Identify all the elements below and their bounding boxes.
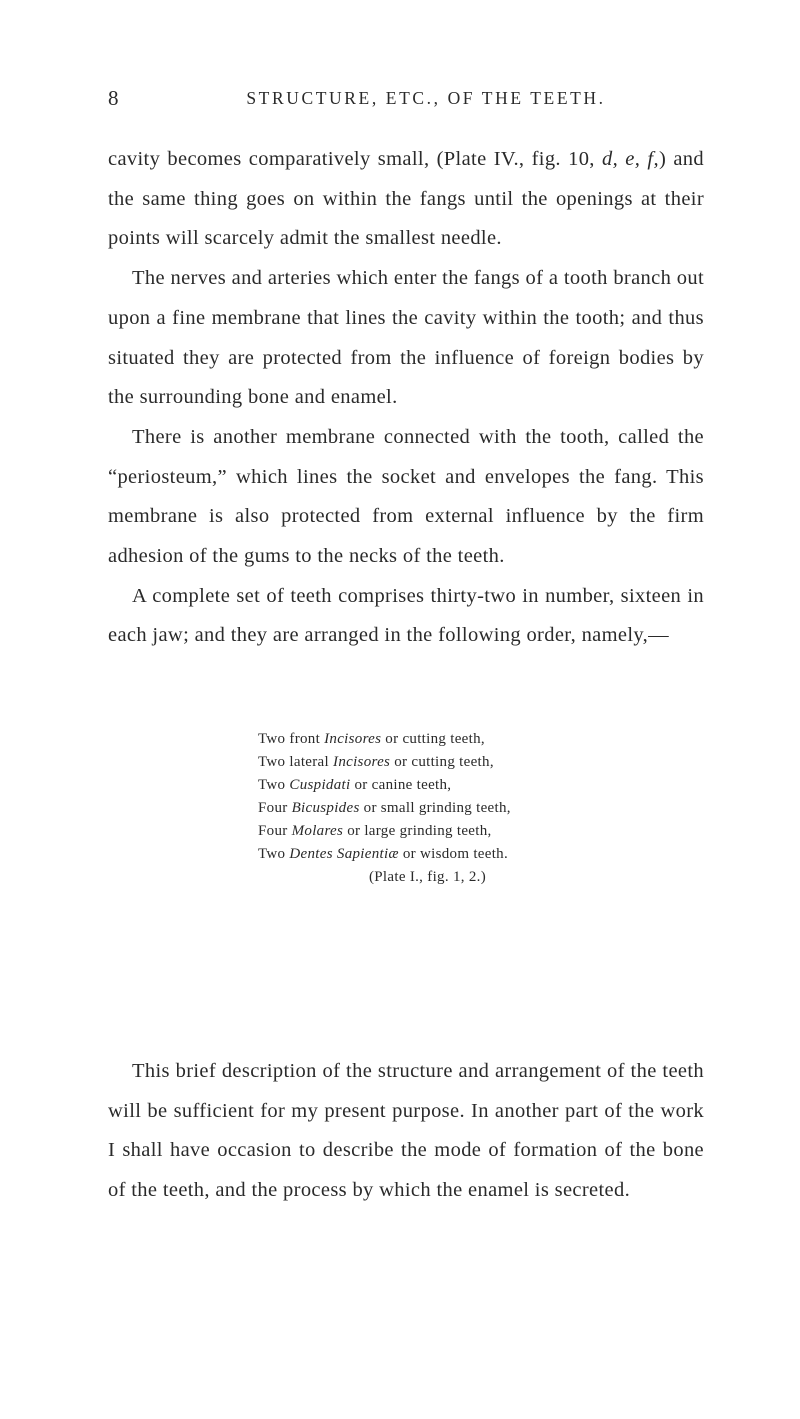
paragraph-periosteum (108, 418, 704, 577)
running-title: STRUCTURE, ETC., OF THE TEETH. (246, 88, 606, 108)
closing-text (108, 1052, 704, 1211)
list-item-term: Molares (291, 823, 344, 839)
list-item-term: Bicuspides (291, 800, 360, 816)
paragraph-periosteum-text: There is another membrane connected with the tooth, called the “periosteum,” which lines the socket and envelopes the fang. This membrane is also protected from external influence by the firm adhesion of the gums to the necks of the teeth. (108, 425, 704, 568)
list-item-suffix: or canine teeth, (350, 777, 452, 793)
page-number: 8 (108, 86, 119, 110)
paragraph-complete-set-text: A complete set of teeth comprises thirty-two in number, sixteen in each jaw; and they are arranged in the following order, namely,— (108, 584, 704, 647)
list-item-suffix: or small grinding teeth, (359, 800, 511, 816)
paragraph-cavity-figure-letters: d, e, f, (602, 148, 659, 170)
list-item-prefix: Two front (258, 731, 325, 747)
list-item-term: Cuspidati (289, 777, 351, 793)
paragraph-cavity-run-1: cavity becomes comparatively small, (Plate IV., fig. 10, (108, 148, 602, 170)
paragraph-cavity (108, 140, 704, 259)
list-item-prefix: Two (258, 777, 290, 793)
paragraph-nerves-text: The nerves and arteries which enter the fangs of a tooth branch out upon a fine membrane that lines the cavity within the tooth; and thus situated they are protected from the influence of foreign bodies by the surrounding bone and enamel. (108, 267, 704, 409)
paragraph-complete-set (108, 577, 704, 656)
list-item-prefix: Four (258, 800, 292, 816)
list-item (258, 820, 698, 843)
paragraph-closing: This brief description of the structure and arrangement of the teeth will be sufficient for my present purpose. In another part of the work I shall have occasion to describe the mode of formation of the bone of the teeth, and the process by which the enamel is secreted. (108, 1060, 704, 1202)
list-item-prefix: Two (258, 846, 290, 862)
list-item-prefix: Two lateral (258, 754, 334, 770)
list-item-suffix: or wisdom teeth. (398, 846, 509, 862)
list-item-suffix: or cutting teeth, (381, 731, 485, 747)
list-item-term: Dentes Sapientiæ (289, 846, 399, 862)
paragraph-cavity-run-3: ) and the same thing goes on within the fangs until the openings at their points will scarcely admit the smallest needle. (108, 148, 704, 250)
list-item-term: Incisores (324, 731, 382, 747)
list-item (258, 751, 698, 774)
running-head (108, 86, 704, 116)
paragraph-nerves (108, 259, 704, 418)
list-item (258, 728, 698, 751)
list-item-prefix: Four (258, 823, 292, 839)
list-item-suffix: or large grinding teeth, (343, 823, 492, 839)
list-item (258, 797, 698, 820)
list-item (258, 774, 698, 797)
body-text (108, 140, 704, 656)
list-item-suffix: or cutting teeth, (390, 754, 494, 770)
list-item (258, 843, 698, 866)
list-item-term: Incisores (333, 754, 391, 770)
teeth-list (258, 728, 698, 889)
plate-reference: (Plate I., fig. 1, 2.) (369, 869, 486, 885)
